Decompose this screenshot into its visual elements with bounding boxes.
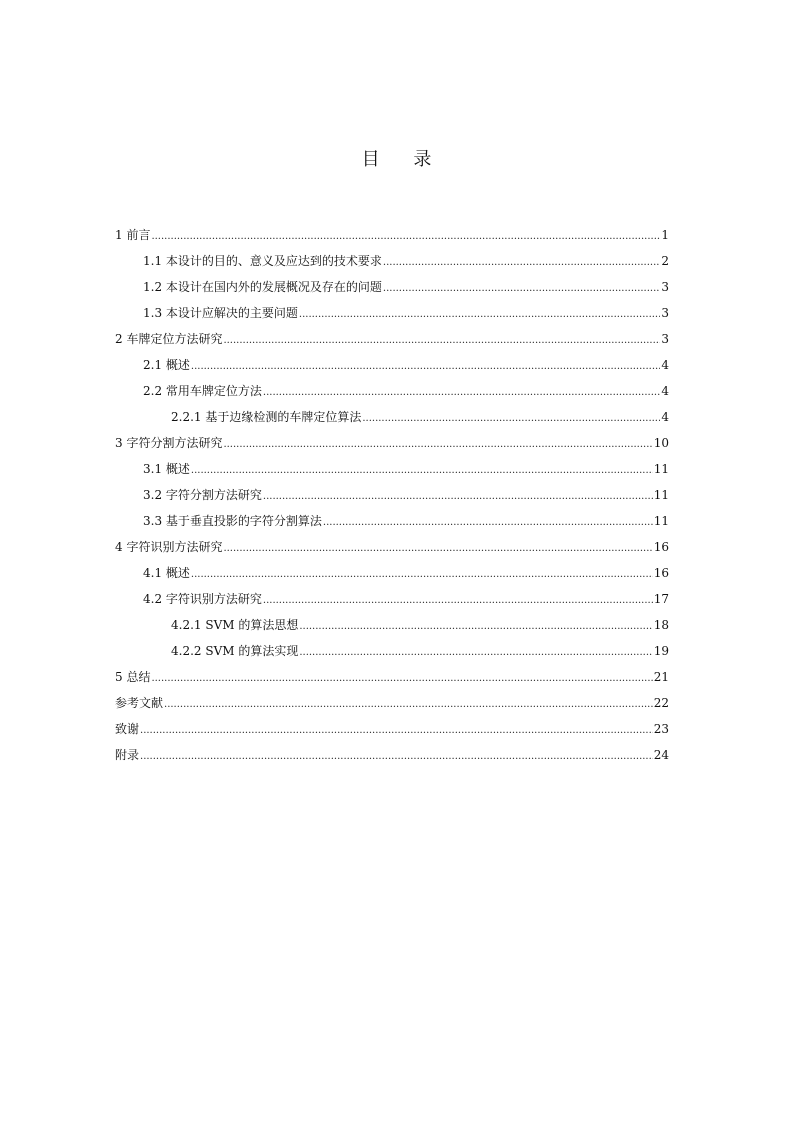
dot-leader (151, 224, 660, 250)
toc-entry-label: 2 车牌定位方法研究 (115, 332, 223, 346)
toc-entry[interactable] (115, 222, 669, 248)
toc-entry-label: 3 字符分割方法研究 (115, 436, 223, 450)
dot-leader (299, 614, 652, 640)
toc-entry-label: 2.2.1 基于边缘检测的车牌定位算法 (171, 410, 362, 424)
toc-page-number: 3 (661, 280, 669, 294)
toc-entry[interactable] (115, 612, 669, 638)
toc-page-number: 16 (653, 566, 669, 580)
toc-entry[interactable] (115, 508, 669, 534)
toc-page-number: 23 (653, 722, 669, 736)
dot-leader (164, 692, 653, 718)
toc-entry[interactable] (115, 352, 669, 378)
toc-page-number: 4 (661, 358, 669, 372)
dot-leader (223, 536, 652, 562)
toc-entry-label: 1 前言 (115, 228, 151, 242)
toc-list (115, 222, 669, 768)
toc-entry[interactable] (115, 430, 669, 456)
toc-entry-label: 4.1 概述 (143, 566, 190, 580)
dot-leader (191, 458, 653, 484)
toc-entry-label: 4 字符识别方法研究 (115, 540, 223, 554)
toc-page-number: 11 (653, 462, 669, 476)
toc-entry-label: 4.2 字符识别方法研究 (143, 592, 262, 606)
toc-entry[interactable] (115, 742, 669, 768)
toc-entry[interactable] (115, 248, 669, 274)
toc-page-number: 19 (653, 644, 669, 658)
page-title: 目 录 (361, 149, 446, 170)
toc-entry-label: 致谢 (115, 722, 140, 736)
dot-leader (223, 432, 652, 458)
toc-entry-label: 3.2 字符分割方法研究 (143, 488, 262, 502)
toc-entry[interactable] (115, 326, 669, 352)
toc-page-number: 11 (653, 514, 669, 528)
toc-page-number: 10 (653, 436, 669, 450)
toc-page-number: 4 (661, 384, 669, 398)
toc-entry[interactable] (115, 300, 669, 326)
toc-page-number: 3 (661, 332, 669, 346)
toc-entry-label: 1.3 本设计应解决的主要问题 (143, 306, 298, 320)
toc-page-number: 18 (653, 618, 669, 632)
toc-entry[interactable] (115, 716, 669, 742)
toc-page-number: 11 (653, 488, 669, 502)
dot-leader (299, 640, 652, 666)
toc-entry-label: 3.1 概述 (143, 462, 190, 476)
toc-entry[interactable] (115, 482, 669, 508)
toc-entry-label: 1.2 本设计在国内外的发展概况及存在的问题 (143, 280, 382, 294)
toc-page-number: 16 (653, 540, 669, 554)
toc-entry[interactable] (115, 404, 669, 430)
dot-leader (140, 718, 653, 744)
dot-leader (383, 250, 660, 276)
dot-leader (191, 562, 653, 588)
toc-entry[interactable] (115, 560, 669, 586)
dot-leader (263, 588, 653, 614)
dot-leader (323, 510, 653, 536)
toc-entry[interactable] (115, 690, 669, 716)
toc-entry[interactable] (115, 378, 669, 404)
toc-entry[interactable] (115, 274, 669, 300)
toc-entry-label: 4.2.1 SVM 的算法思想 (171, 618, 299, 632)
toc-page-number: 3 (661, 306, 669, 320)
toc-entry-label: 5 总结 (115, 670, 151, 684)
dot-leader (140, 744, 653, 770)
toc-entry-label: 1.1 本设计的目的、意义及应达到的技术要求 (143, 254, 382, 268)
toc-entry[interactable] (115, 638, 669, 664)
toc-entry-label: 2.2 常用车牌定位方法 (143, 384, 262, 398)
toc-page-number: 1 (661, 228, 669, 242)
toc-entry-label: 附录 (115, 748, 140, 762)
toc-page-number: 2 (661, 254, 669, 268)
dot-leader (383, 276, 660, 302)
toc-entry[interactable] (115, 586, 669, 612)
toc-entry-label: 参考文献 (115, 696, 164, 710)
dot-leader (151, 666, 652, 692)
dot-leader (263, 380, 660, 406)
toc-entry[interactable] (115, 456, 669, 482)
toc-page-number: 21 (653, 670, 669, 684)
dot-leader (362, 406, 660, 432)
dot-leader (223, 328, 660, 354)
dot-leader (299, 302, 660, 328)
toc-entry-label: 3.3 基于垂直投影的字符分割算法 (143, 514, 322, 528)
dot-leader (263, 484, 653, 510)
dot-leader (191, 354, 660, 380)
toc-page-number: 24 (653, 748, 669, 762)
toc-entry-label: 2.1 概述 (143, 358, 190, 372)
toc-entry[interactable] (115, 664, 669, 690)
toc-entry-label: 4.2.2 SVM 的算法实现 (171, 644, 299, 658)
toc-page-number: 4 (661, 410, 669, 424)
toc-page-number: 22 (653, 696, 669, 710)
toc-page-number: 17 (653, 592, 669, 606)
toc-entry[interactable] (115, 534, 669, 560)
